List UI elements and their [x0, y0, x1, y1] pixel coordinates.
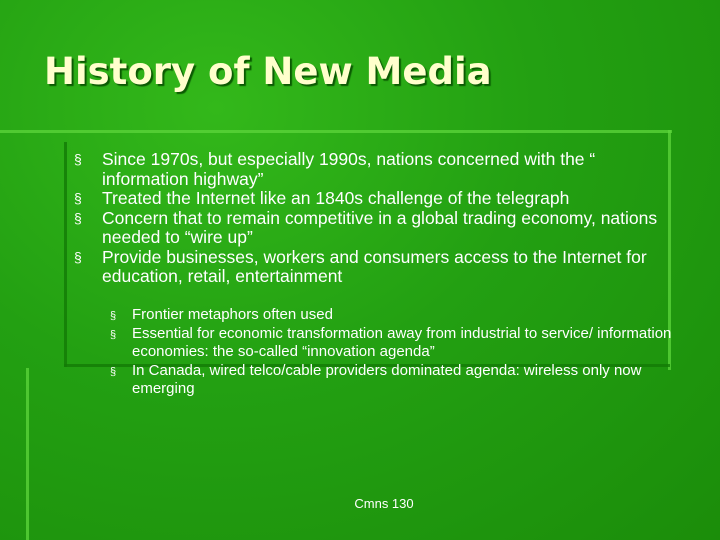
section-sign-icon: § — [110, 310, 117, 322]
slide-footer: Cmns 130 — [354, 496, 414, 511]
sub-bullet-text: Frontier metaphors often used — [132, 306, 333, 323]
bullet-item — [74, 189, 674, 209]
section-sign-icon: § — [110, 328, 117, 341]
bullet-text: Since 1970s, but especially 1990s, nations concerned with the “ information highway” — [102, 149, 596, 189]
section-sign-icon: § — [74, 190, 82, 206]
slide-title: History of New Media — [44, 50, 492, 93]
decorative-line-bottom-left — [26, 368, 29, 540]
section-sign-icon: § — [74, 209, 82, 226]
sub-bullet-item — [110, 325, 695, 362]
bullet-text: Provide businesses, workers and consumers access to the Internet for education, retail, entertainment — [102, 246, 647, 286]
decorative-line-top — [0, 130, 672, 133]
bullet-item — [74, 150, 674, 189]
section-sign-icon: § — [110, 365, 117, 378]
section-sign-icon: § — [74, 248, 82, 265]
section-sign-icon: § — [74, 151, 82, 167]
sub-bullet-text: In Canada, wired telco/cable providers dominated agenda: wireless only now emerging — [132, 361, 642, 397]
sub-bullet-list — [110, 306, 695, 399]
sub-bullet-item — [110, 306, 695, 325]
bullet-text: Concern that to remain competitive in a global trading economy, nations needed to “wire up” — [102, 207, 658, 247]
decorative-line-left — [64, 142, 67, 367]
sub-bullet-item — [110, 362, 695, 399]
sub-bullet-text: Essential for economic transformation away from industrial to service/ information economies: the so-called “innovation agenda” — [132, 324, 672, 360]
bullet-item — [74, 209, 674, 248]
bullet-list — [74, 150, 674, 287]
bullet-item — [74, 248, 674, 287]
bullet-text: Treated the Internet like an 1840s challenge of the telegraph — [102, 188, 570, 208]
